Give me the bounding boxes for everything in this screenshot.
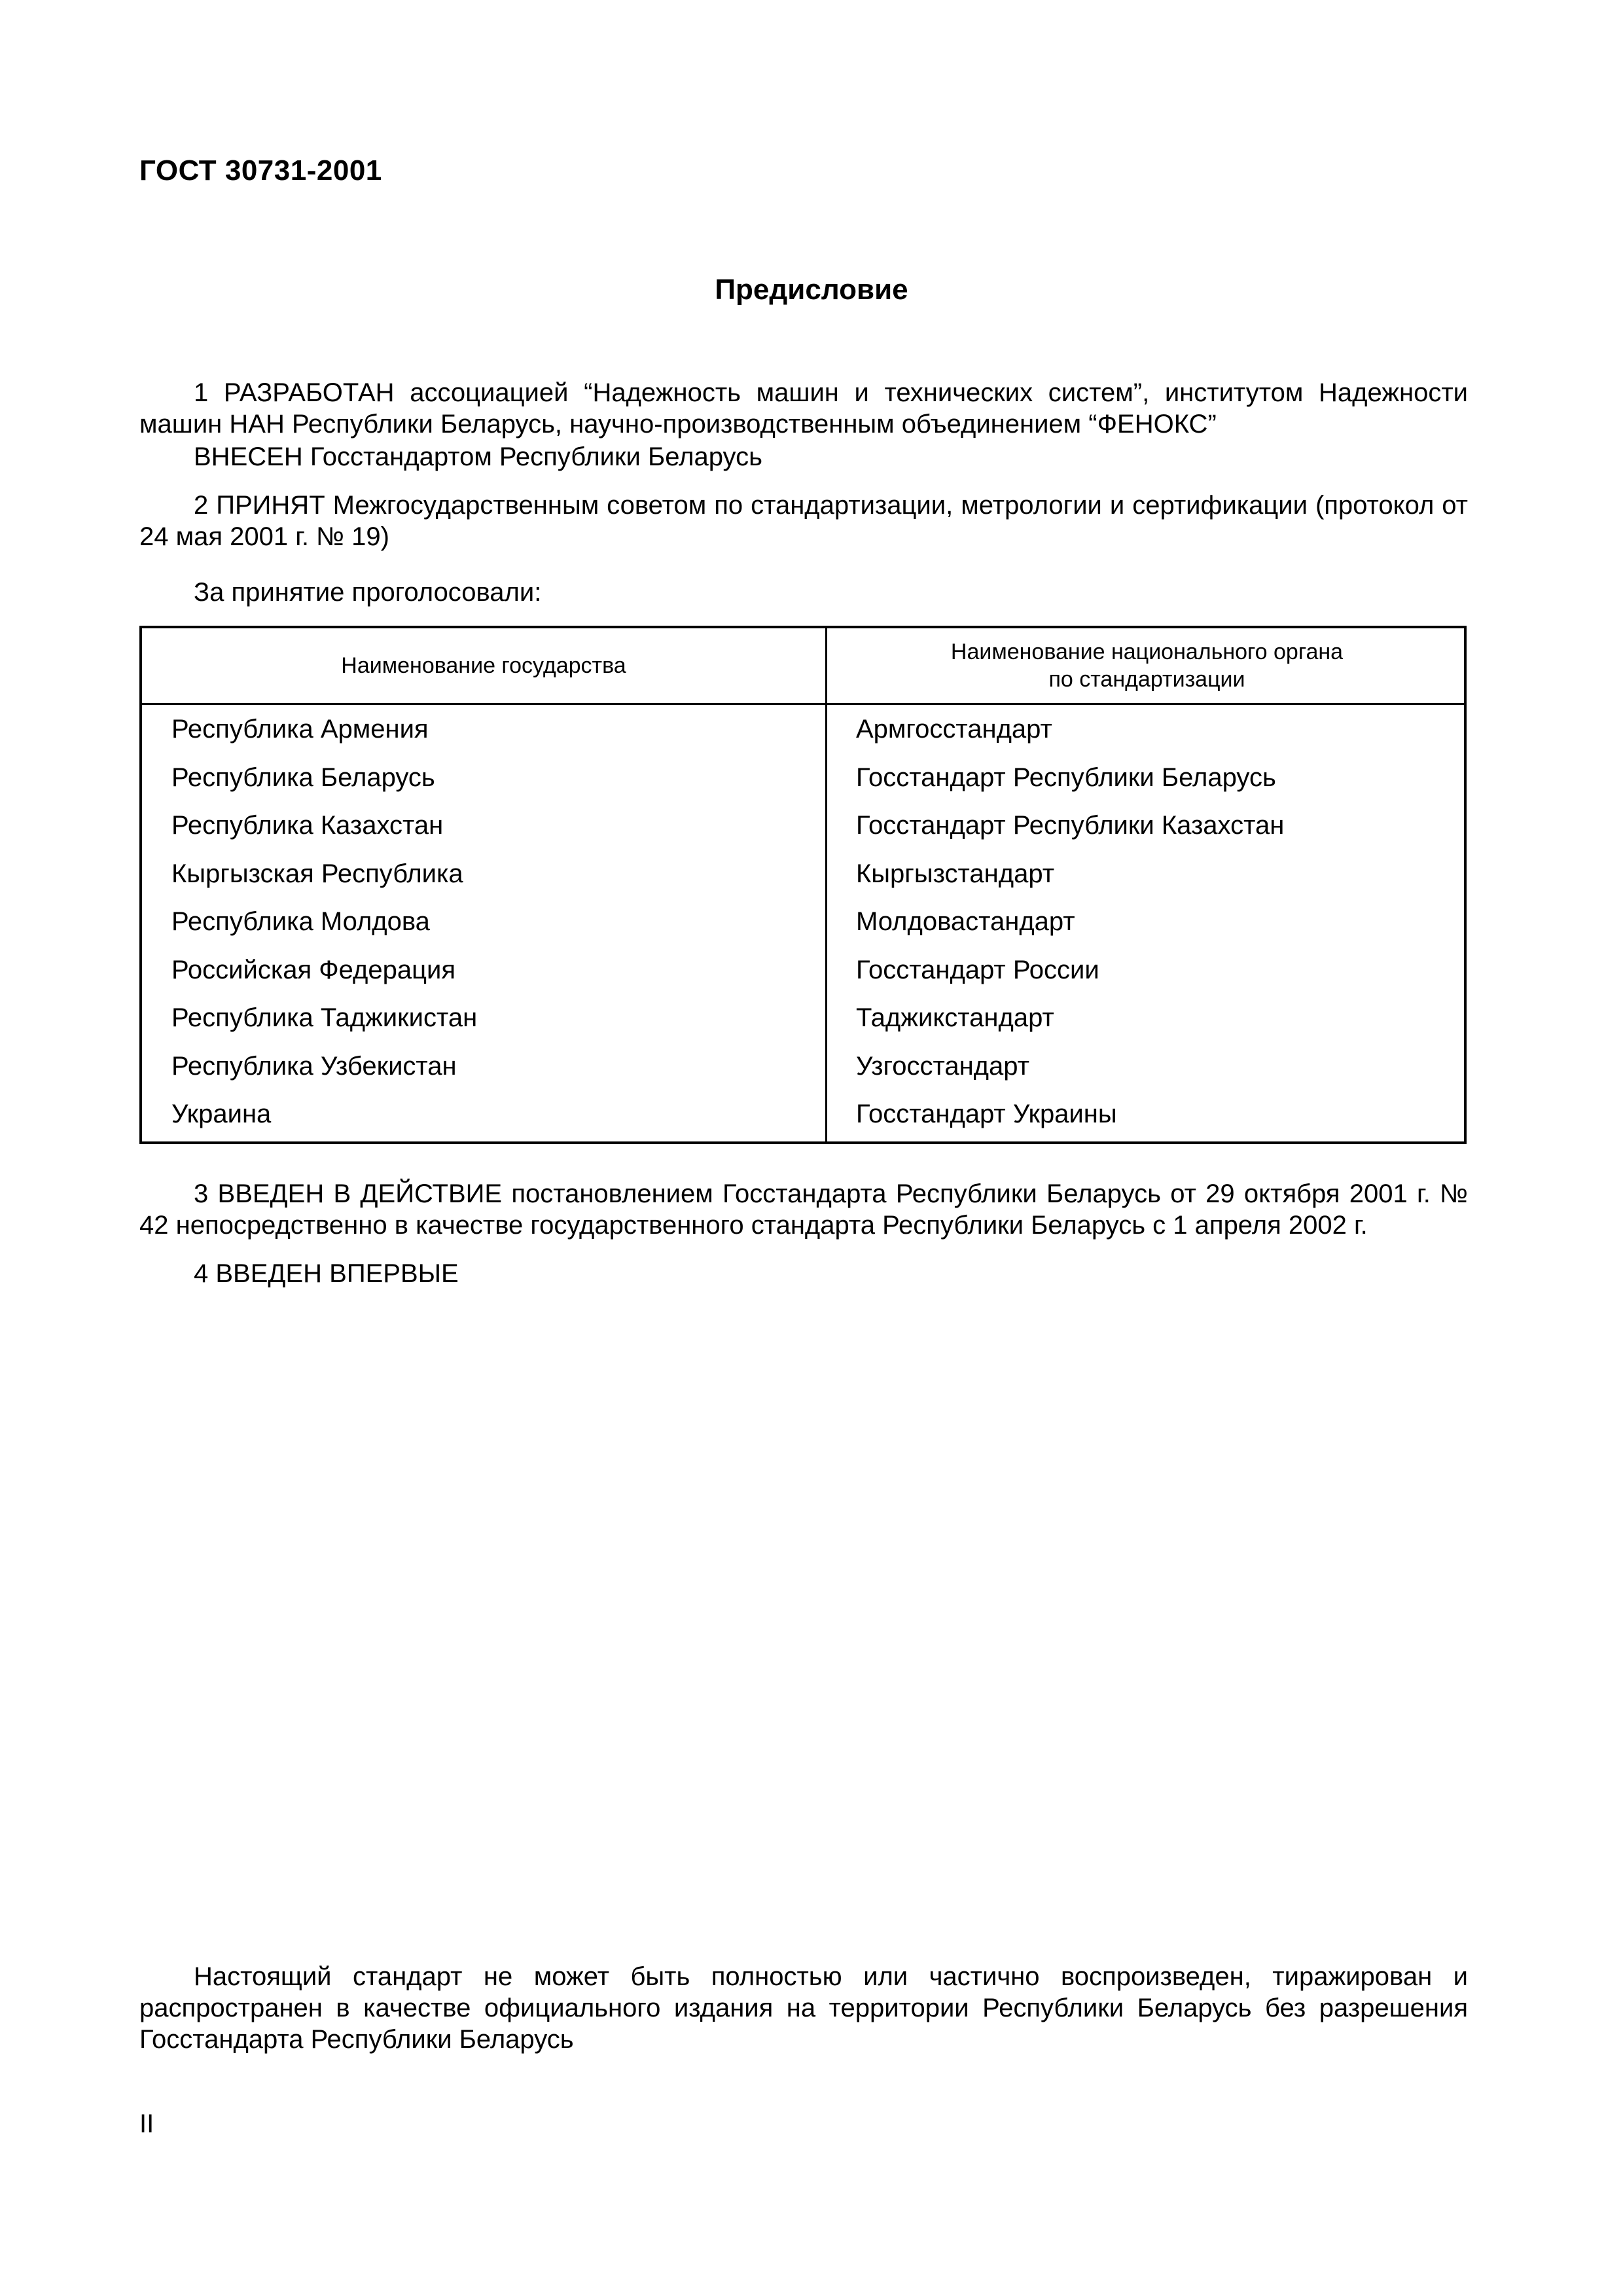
table-row [142, 811, 1464, 859]
state-cell: Российская Федерация [171, 955, 456, 984]
paragraph-adopted: 2 ПРИНЯТ Межгосударственным советом по стандартизации, метрологии и сертификации (протокол от 24 мая 2001 г. № 19) [139, 491, 1468, 551]
paragraph-first-introduced: 4 ВВЕДЕН ВПЕРВЫЕ [194, 1259, 459, 1288]
voting-table [139, 626, 1467, 1144]
body-cell: Госстандарт Украины [856, 1100, 1117, 1128]
body-cell: Узгосстандарт [856, 1051, 1029, 1081]
body-cell: Кыргызстандарт [856, 859, 1055, 888]
vote-intro: За принятие проголосовали: [194, 578, 542, 607]
table-row [142, 859, 1464, 908]
state-cell: Республика Казахстан [171, 811, 444, 840]
body-cell: Таджикстандарт [856, 1003, 1054, 1032]
copyright-notice: Настоящий стандарт не может быть полностью или частично воспроизведен, тиражирован и распространен в качестве официального издания на территории Республики Беларусь без разрешения Госстандарта Республики Беларусь [139, 1962, 1468, 2054]
body-cell: Госстандарт России [856, 955, 1099, 984]
body-cell: Госстандарт Республики Беларусь [856, 762, 1276, 792]
header-national-body [827, 628, 1467, 703]
page-number: II [139, 2109, 154, 2138]
table-row [142, 763, 1464, 812]
paragraph-enacted: 3 ВВЕДЕН В ДЕЙСТВИЕ постановлением Госстандарта Республики Беларусь от 29 октября 2001 г. № 42 непосредственно в качестве государственного стандарта Республики Беларусь с 1 апреля 2002 г. [139, 1179, 1468, 1240]
table-row [142, 956, 1464, 1004]
table-row [142, 715, 1464, 763]
state-cell: Украина [171, 1100, 272, 1128]
paragraph-submitted: ВНЕСЕН Госстандартом Республики Беларусь [194, 442, 762, 471]
standard-id: ГОСТ 30731-2001 [139, 154, 382, 187]
body-cell: Госстандарт Республики Казахстан [856, 811, 1285, 840]
state-cell: Республика Таджикистан [171, 1003, 478, 1032]
state-cell: Республика Молдова [171, 907, 430, 936]
table-row [142, 1100, 1464, 1148]
state-cell: Республика Беларусь [171, 762, 435, 792]
header-divider [142, 703, 1464, 705]
table-row [142, 1052, 1464, 1100]
body-cell: Армгосстандарт [856, 715, 1052, 744]
table-row [142, 907, 1464, 956]
header-state: Наименование государства [341, 653, 626, 678]
table-row [142, 1003, 1464, 1052]
state-cell: Кыргызская Республика [171, 859, 463, 888]
state-cell: Республика Узбекистан [171, 1051, 457, 1081]
body-cell: Молдовастандарт [856, 907, 1075, 936]
page-title: Предисловие [715, 274, 908, 306]
table-body [142, 715, 1464, 1148]
header-national-body-line2: по стандартизации [1048, 667, 1245, 692]
header-national-body-line1: Наименование национального органа [950, 639, 1344, 664]
paragraph-developed: 1 РАЗРАБОТАН ассоциацией “Надежность машин и технических систем”, институтом Надежности машин НАН Республики Беларусь, научно-производственным объединением “ФЕНОКС” [139, 378, 1468, 439]
state-cell: Республика Армения [171, 715, 429, 744]
